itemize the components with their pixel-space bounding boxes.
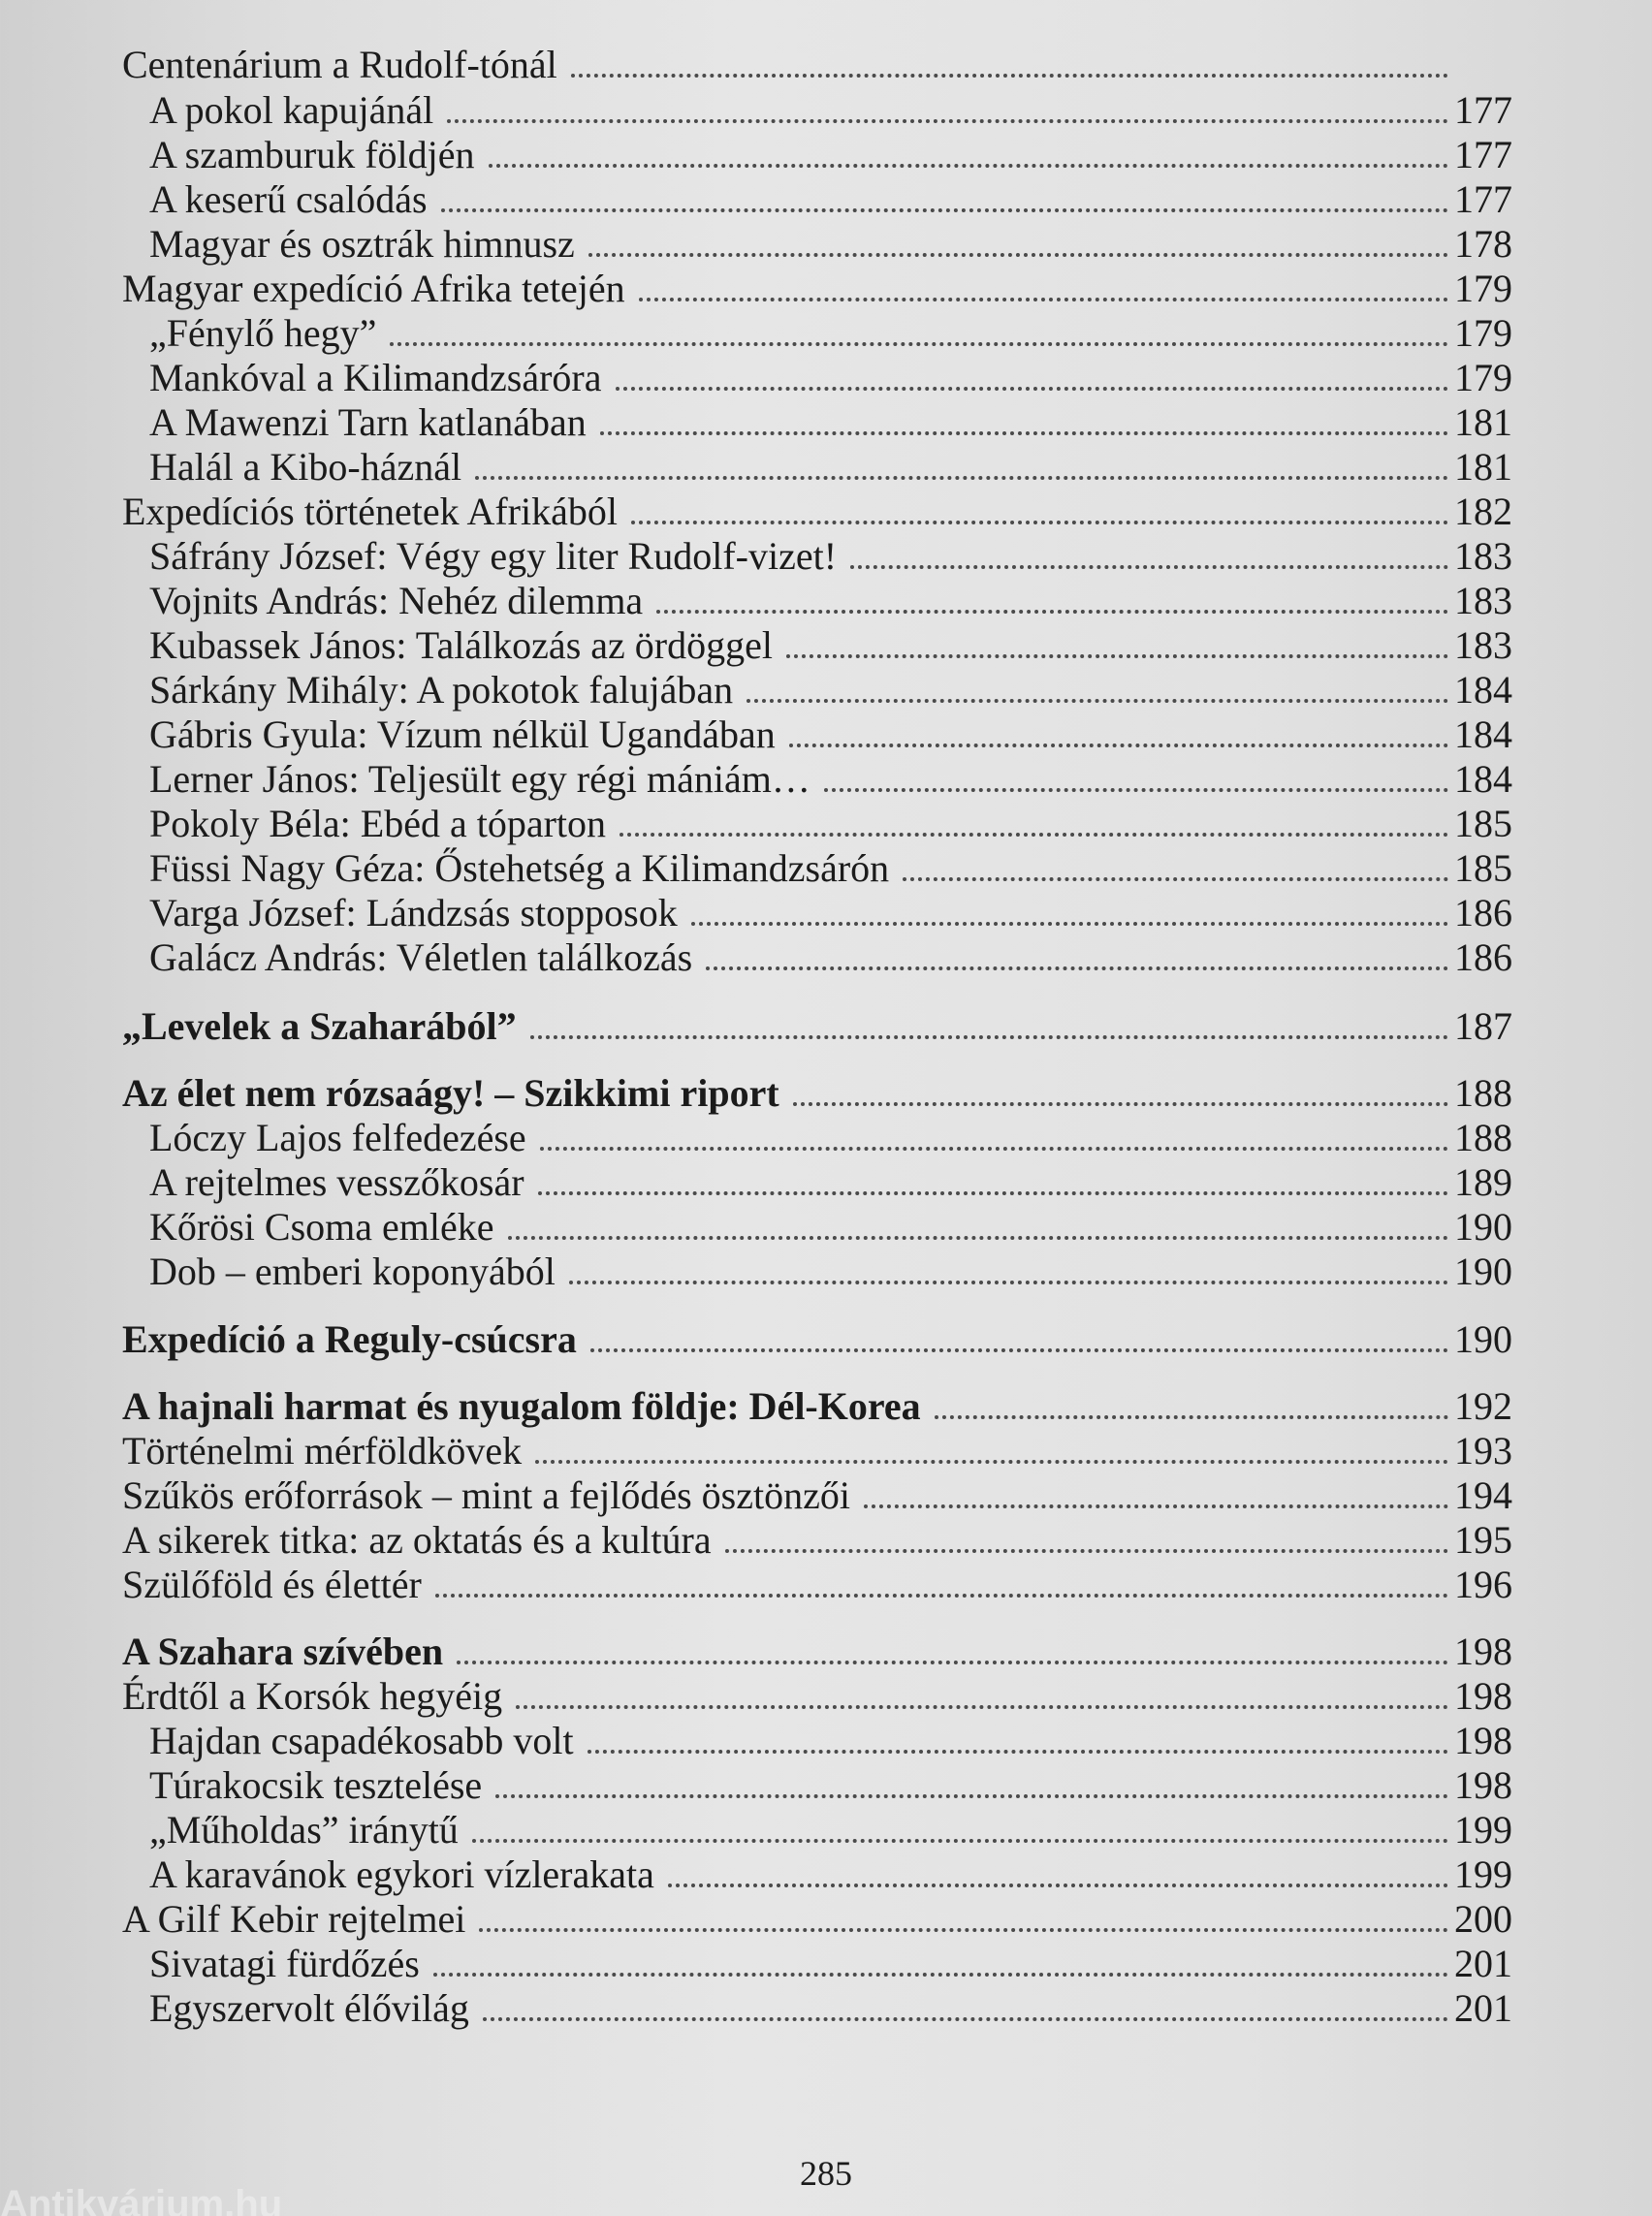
toc-entry: [0, 1384, 1652, 1429]
dot-leader: [571, 74, 1448, 78]
toc-entry: [0, 623, 1652, 668]
toc-entry: [0, 1563, 1652, 1607]
dot-leader: [789, 744, 1448, 747]
toc-entry-page: 179: [1454, 356, 1512, 399]
dot-leader: [793, 1102, 1448, 1106]
toc-entry-page: 201: [1454, 1986, 1512, 2030]
toc-entry-page: 185: [1454, 846, 1512, 890]
toc-entry-page: 186: [1454, 935, 1512, 979]
dot-leader: [495, 1794, 1448, 1798]
toc-entry-page: 185: [1454, 802, 1512, 845]
toc-entry: [0, 400, 1652, 445]
dot-leader: [530, 1035, 1448, 1039]
dot-leader: [616, 387, 1448, 391]
toc-entry-title: Lerner János: Teljesült egy régi mániám…: [149, 757, 810, 801]
toc-entry: [0, 1250, 1652, 1294]
toc-entry-page: 182: [1454, 490, 1512, 533]
toc-entry-page: 181: [1454, 445, 1512, 489]
toc-entry-page: 177: [1454, 133, 1512, 176]
toc-entry-page: 187: [1454, 1004, 1512, 1048]
toc-entry: [0, 1630, 1652, 1674]
toc-entry-page: 190: [1454, 1250, 1512, 1293]
toc-entry-page: 192: [1454, 1384, 1512, 1428]
dot-leader: [457, 1661, 1448, 1664]
page-number: 285: [800, 2154, 852, 2193]
dot-leader: [479, 1928, 1448, 1932]
dot-leader: [656, 610, 1448, 614]
dot-leader: [433, 1973, 1448, 1977]
dot-leader: [725, 1549, 1448, 1553]
toc-entry-page: 183: [1454, 579, 1512, 622]
toc-entry-title: Kubassek János: Találkozás az ördöggel: [149, 623, 773, 667]
toc-entry: [0, 356, 1652, 400]
toc-entry-title: Galácz András: Véletlen találkozás: [149, 935, 693, 979]
toc-entry-title: A keserű csalódás: [149, 177, 428, 221]
dot-leader: [600, 431, 1448, 435]
dot-leader: [535, 1460, 1448, 1464]
toc-entry-page: 184: [1454, 757, 1512, 801]
dot-leader: [631, 521, 1448, 524]
dot-leader: [441, 208, 1448, 212]
dot-leader: [935, 1415, 1448, 1419]
toc-entry-page: 194: [1454, 1473, 1512, 1517]
toc-entry: [0, 935, 1652, 980]
dot-leader: [435, 1594, 1448, 1598]
dot-leader: [903, 877, 1448, 881]
dot-leader: [475, 476, 1448, 480]
toc-entry-page: 183: [1454, 534, 1512, 578]
toc-entry-page: 193: [1454, 1429, 1512, 1472]
toc-entry: [0, 891, 1652, 935]
dot-leader: [472, 1839, 1448, 1843]
toc-entry: [0, 579, 1652, 623]
toc-entry: [0, 712, 1652, 757]
toc-entry: [0, 1160, 1652, 1205]
toc-entry-title: Expedíció a Reguly-csúcsra: [122, 1317, 577, 1361]
toc-entry-title: A rejtelmes vesszőkosár: [149, 1160, 524, 1204]
toc-entry-page: 196: [1454, 1563, 1512, 1606]
dot-leader: [489, 164, 1449, 168]
dot-leader: [747, 699, 1448, 703]
dot-leader: [588, 1750, 1448, 1754]
dot-leader: [691, 922, 1448, 926]
toc-entry-page: 198: [1454, 1674, 1512, 1718]
toc-entry-title: Sárkány Mihály: A pokotok falujában: [149, 668, 734, 712]
dot-leader: [516, 1705, 1448, 1709]
toc-entry-page: 198: [1454, 1763, 1512, 1807]
toc-entry-title: Az élet nem rózsaágy! – Szikkimi riport: [122, 1071, 779, 1115]
toc-entry-page: 178: [1454, 222, 1512, 266]
toc-entry: [0, 1986, 1652, 2031]
toc-entry-title: Sivatagi fürdőzés: [149, 1942, 420, 1985]
toc-entry-title: Hajdan csapadékosabb volt: [149, 1719, 574, 1762]
toc-entry: [0, 1808, 1652, 1852]
toc-entry: [0, 311, 1652, 356]
dot-leader: [850, 565, 1448, 569]
toc-entry: [0, 222, 1652, 267]
toc-entry-title: Sáfrány József: Végy egy liter Rudolf-vizet!: [149, 534, 838, 578]
dot-leader: [639, 298, 1448, 301]
toc-entry-page: 177: [1454, 177, 1512, 221]
toc-entry-page: 199: [1454, 1852, 1512, 1896]
dot-leader: [668, 1884, 1448, 1887]
dot-leader: [590, 1348, 1448, 1352]
toc-entry-title: A Mawenzi Tarn katlanában: [149, 400, 587, 444]
toc-entry: [0, 1473, 1652, 1518]
toc-entry-title: A Gilf Kebir rejtelmei: [122, 1897, 466, 1941]
toc-entry-title: Történelmi mérföldkövek: [122, 1429, 523, 1472]
dot-leader: [538, 1191, 1448, 1195]
toc-entry: [0, 668, 1652, 712]
toc-entry: [0, 1518, 1652, 1563]
toc-entry-title: A Szahara szívében: [122, 1630, 444, 1673]
dot-leader: [540, 1147, 1448, 1151]
dot-leader: [483, 2017, 1448, 2021]
toc-entry: [0, 177, 1652, 222]
dot-leader: [786, 654, 1448, 658]
toc-entry: [0, 1852, 1652, 1897]
toc-entry: [0, 1429, 1652, 1473]
toc-entry-page: 190: [1454, 1205, 1512, 1249]
toc-entry-title: Halál a Kibo-háznál: [149, 445, 462, 489]
toc-entry-title: A szamburuk földjén: [149, 133, 475, 176]
toc-entry-title: Pokoly Béla: Ebéd a tóparton: [149, 802, 607, 845]
toc-entry-title: Vojnits András: Nehéz dilemma: [149, 579, 644, 622]
toc-entry-title: Érdtől a Korsók hegyéig: [122, 1674, 503, 1718]
toc-entry: [0, 88, 1652, 133]
toc-entry-page: 177: [1454, 88, 1512, 132]
toc-entry-page: 200: [1454, 1897, 1512, 1941]
dot-leader: [447, 119, 1448, 123]
toc-entry-title: Expedíciós történetek Afrikából: [122, 490, 618, 533]
dot-leader: [508, 1236, 1449, 1240]
toc-entry-page: 189: [1454, 1160, 1512, 1204]
toc-entry: [0, 133, 1652, 177]
toc-entry: [0, 1942, 1652, 1986]
toc-entry-page: 188: [1454, 1116, 1512, 1159]
toc-entry: [0, 1317, 1652, 1362]
dot-leader: [864, 1504, 1448, 1508]
toc-entry-page: 179: [1454, 311, 1512, 355]
toc-entry-title: A pokol kapujánál: [149, 88, 434, 132]
toc-entry: [0, 267, 1652, 311]
dot-leader: [620, 833, 1448, 837]
toc-entry: [0, 846, 1652, 891]
toc-entry-page: 181: [1454, 400, 1512, 444]
toc-entry-page: 183: [1454, 623, 1512, 667]
toc-entry-page: 199: [1454, 1808, 1512, 1852]
toc-entry: [0, 802, 1652, 846]
toc-entry-title: Kőrösi Csoma emléke: [149, 1205, 494, 1249]
toc-entry-title: Magyar expedíció Afrika tetején: [122, 267, 625, 310]
toc-entry: [0, 445, 1652, 490]
toc-entry-page: 179: [1454, 267, 1512, 310]
dot-leader: [824, 788, 1448, 792]
toc-entry-page: 184: [1454, 712, 1512, 756]
toc-entry: [0, 757, 1652, 802]
toc-entry-title: A karavánok egykori vízlerakata: [149, 1852, 654, 1896]
toc-entry: [0, 1071, 1652, 1116]
toc-entry-title: „Műholdas” iránytű: [149, 1808, 459, 1852]
toc-entry: [0, 1205, 1652, 1250]
toc-entry-title: Füssi Nagy Géza: Őstehetség a Kilimandzsárón: [149, 846, 890, 890]
toc-entry-title: A sikerek titka: az oktatás és a kultúra: [122, 1518, 712, 1562]
toc-entry-page: 188: [1454, 1071, 1512, 1115]
toc-entry-title: Dob – emberi koponyából: [149, 1250, 556, 1293]
toc-entry-page: 190: [1454, 1317, 1512, 1361]
toc-entry: [0, 1116, 1652, 1160]
dot-leader: [569, 1281, 1448, 1284]
toc-entry: [0, 1674, 1652, 1719]
toc-entry: [0, 490, 1652, 534]
toc-entry-title: Gábris Gyula: Vízum nélkül Ugandában: [149, 712, 776, 756]
toc-entry: [0, 1719, 1652, 1763]
toc-entry-title: Centenárium a Rudolf-tónál: [122, 43, 557, 86]
toc-entry-title: Lóczy Lajos felfedezése: [149, 1116, 526, 1159]
toc-entry-title: A hajnali harmat és nyugalom földje: Dél-Korea: [122, 1384, 921, 1428]
toc-entry: [0, 1763, 1652, 1808]
dot-leader: [706, 966, 1448, 970]
toc-entry-title: Mankóval a Kilimandzsáróra: [149, 356, 602, 399]
dot-leader: [390, 342, 1448, 346]
toc-entry-title: Magyar és osztrák himnusz: [149, 222, 575, 266]
toc-entry-title: Egyszervolt élővilág: [149, 1986, 469, 2030]
toc-entry-page: 184: [1454, 668, 1512, 712]
toc-entry-page: 198: [1454, 1630, 1512, 1673]
toc-entry: [0, 43, 1652, 87]
toc-entry: [0, 1897, 1652, 1942]
toc-entry-title: Varga József: Lándzsás stopposok: [149, 891, 678, 934]
dot-leader: [588, 253, 1448, 257]
toc-entry: [0, 534, 1652, 579]
toc-entry-page: 201: [1454, 1942, 1512, 1985]
toc-entry-title: Szülőföld és élettér: [122, 1563, 422, 1606]
toc-entry-page: 186: [1454, 891, 1512, 934]
toc-entry-page: 195: [1454, 1518, 1512, 1562]
toc-entry-title: „Fénylő hegy”: [149, 311, 377, 355]
toc-entry-title: Túrakocsik tesztelése: [149, 1763, 483, 1807]
toc-entry-page: 198: [1454, 1719, 1512, 1762]
watermark: Antikvárium.hu: [0, 2183, 283, 2216]
toc-entry: [0, 1004, 1652, 1049]
toc-entry-title: „Levelek a Szaharából”: [122, 1004, 517, 1048]
toc-entry-title: Szűkös erőforrások – mint a fejlődés ösztönzői: [122, 1473, 850, 1517]
